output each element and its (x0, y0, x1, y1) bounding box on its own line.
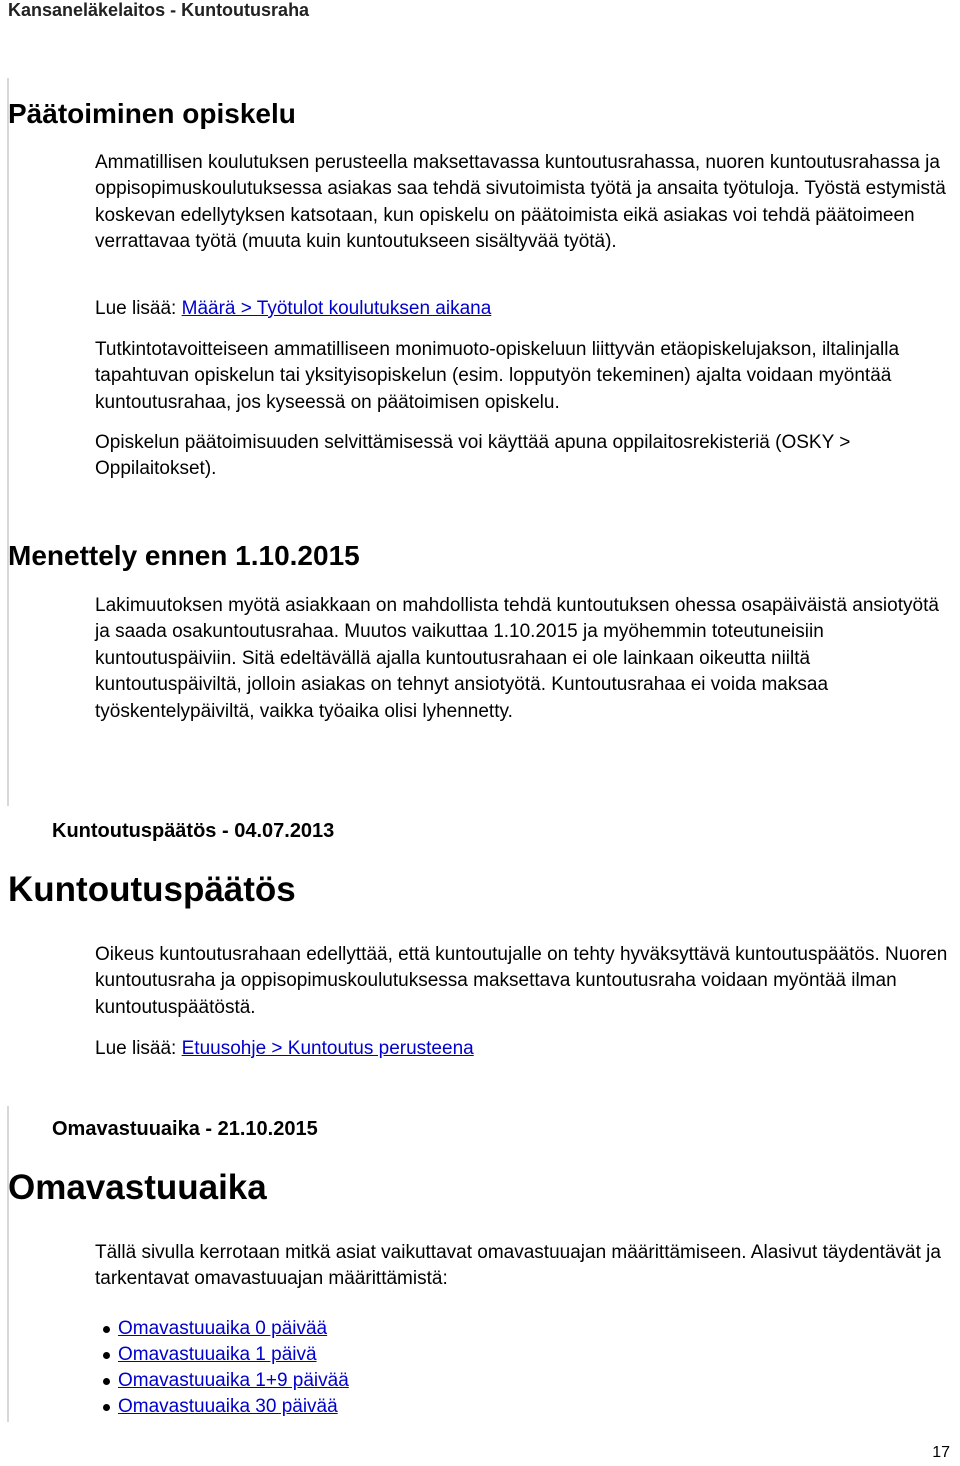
bullet-icon (103, 1404, 110, 1411)
section-heading: Kuntoutuspäätös (8, 870, 296, 909)
list-item (118, 1342, 317, 1368)
paragraph: Ammatillisen koulutuksen perusteella maksettavassa kuntoutusrahassa, nuoren kuntoutusrahassa ja oppisopimuskoulutuksessa asiakas saa tehdä sivutoimista työtä ja ansaita työtuloja. Työstä estymistä koskevan edellytyksen katsotaan, kun opiskelu on päätoimista eikä asiakas voi tehdä päätoimeen verrattavaa työtä (muuta kuin kuntoutukseen sisältyvää työtä). (95, 152, 946, 253)
omavastuuaika-link[interactable]: Omavastuuaika 0 päivää (118, 1318, 328, 1339)
read-more-line (95, 296, 955, 322)
read-more-prefix: Lue lisää: (95, 1038, 182, 1059)
paragraph: Tällä sivulla kerrotaan mitkä asiat vaikuttavat omavastuuajan määrittämiseen. Alasivut täydentävät ja tarkentavat omavastuuajan määrittämistä: (95, 1242, 941, 1290)
section-heading: Päätoiminen opiskelu (8, 98, 296, 129)
paragraph: Opiskelun päätoimisuuden selvittämisessä voi käyttää apuna oppilaitosrekisteriä (OSKY > Oppilaitokset). (95, 432, 851, 480)
page-number: 17 (932, 1444, 950, 1461)
read-more-line (95, 1036, 955, 1062)
read-more-prefix: Lue lisää: (95, 298, 182, 319)
subsection-title: Kuntoutuspäätös - 04.07.2013 (52, 820, 335, 842)
section-heading: Omavastuuaika (8, 1168, 267, 1207)
paragraph: Oikeus kuntoutusrahaan edellyttää, että kuntoutujalle on tehty hyväksyttävä kuntoutuspäätös. Nuoren kuntoutusraha ja oppisopimuskoulutuksessa maksettava kuntoutusraha voidaan myöntää ilman kuntoutuspäätöstä. (95, 944, 948, 1018)
paragraph: Tutkintotavoitteiseen ammatilliseen monimuoto-opiskeluun liittyvän etäopiskelujakson, iltalinjalla tapahtuvan opiskelun tai yksityisopiskelun (esim. lopputyön tekeminen) ajalta voidaan myöntää kuntoutusrahaa, jos kyseessä on päätoimisen opiskelu. (95, 339, 900, 413)
list-item (118, 1316, 327, 1342)
subsection-title: Omavastuuaika - 21.10.2015 (52, 1118, 318, 1140)
bullet-icon (103, 1378, 110, 1385)
omavastuuaika-link[interactable]: Omavastuuaika 30 päivää (118, 1396, 338, 1417)
paragraph: Lakimuutoksen myötä asiakkaan on mahdollista tehdä kuntoutuksen ohessa osapäiväistä ansiotyötä ja saada osakuntoutusrahaa. Muutos vaikuttaa 1.10.2015 ja myöhemmin toteutuneisiin kuntoutuspäiviin. Sitä edeltävällä ajalla kuntoutusrahaan ei ole lainkaan oikeutta niiltä kuntoutuspäiviltä, jolloin asiakas on tehnyt ansiotyötä. Kuntoutusrahaa ei voida maksaa työskentelypäiviltä, vaikka työaika olisi lyhennetty. (95, 595, 939, 722)
list-item (118, 1394, 338, 1420)
section-divider-line (7, 1106, 9, 1422)
section-divider-line (7, 78, 9, 806)
list-item (118, 1368, 349, 1394)
omavastuuaika-link[interactable]: Omavastuuaika 1 päivä (118, 1344, 317, 1365)
read-more-link[interactable]: Määrä > Työtulot koulutuksen aikana (181, 298, 492, 319)
read-more-link[interactable]: Etuusohje > Kuntoutus perusteena (181, 1038, 474, 1059)
bullet-icon (103, 1326, 110, 1333)
bullet-icon (103, 1352, 110, 1359)
omavastuuaika-link[interactable]: Omavastuuaika 1+9 päivää (118, 1370, 349, 1391)
section-heading: Menettely ennen 1.10.2015 (8, 540, 360, 571)
document-header: Kansaneläkelaitos - Kuntoutusraha (8, 0, 310, 20)
